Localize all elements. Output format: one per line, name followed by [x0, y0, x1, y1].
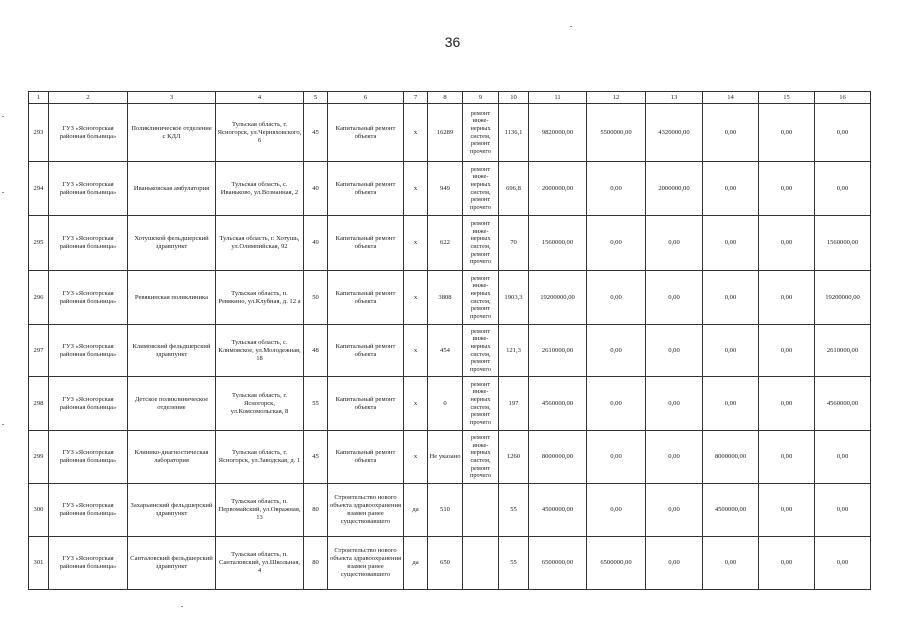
column-header: 8: [428, 92, 463, 104]
table-cell: 296: [29, 271, 49, 325]
table-cell: 1560000,00: [529, 216, 587, 271]
table-cell: Строительство нового объекта здравоохранения взамен ранее существовавшего: [328, 537, 404, 590]
table-cell: ремонт инже-нерных систем, ремонт прочего: [463, 271, 499, 325]
table-cell: 1560000,00: [815, 216, 871, 271]
table-cell: Капитальный ремонт объекта: [328, 104, 404, 162]
column-header: 1: [29, 92, 49, 104]
table-cell: 1903,3: [499, 271, 529, 325]
table-cell: 8000000,00: [703, 431, 759, 484]
table-cell: х: [404, 271, 428, 325]
table-cell: 0,00: [759, 216, 815, 271]
table-cell: 70: [499, 216, 529, 271]
table-cell: да: [404, 484, 428, 537]
table-cell: Тульская область, п. Первомайский, ул.Овражная, 13: [216, 484, 304, 537]
table-cell: 40: [304, 162, 328, 216]
table-row: [29, 162, 871, 216]
table-cell: 1136,1: [499, 104, 529, 162]
table-cell: 0,00: [759, 325, 815, 377]
table-cell: 2000000,00: [529, 162, 587, 216]
table-row: [29, 537, 871, 590]
table-cell: Тульская область, г. Ясногорск, ул.Черняховского, 6: [216, 104, 304, 162]
table-cell: Капитальный ремонт объекта: [328, 271, 404, 325]
table-cell: ГУЗ «Ясногорская районная больница»: [49, 325, 128, 377]
table-cell: 80: [304, 537, 328, 590]
table-cell: Тульская область, г. Ясногорск, ул.Заводская, д. 1: [216, 431, 304, 484]
table-cell: 80: [304, 484, 328, 537]
table-cell: 6500000,00: [587, 537, 646, 590]
table-cell: 55: [499, 537, 529, 590]
table-cell: Капитальный ремонт объекта: [328, 162, 404, 216]
table-cell: 696,8: [499, 162, 529, 216]
table-cell: 510: [428, 484, 463, 537]
table-row: [29, 325, 871, 377]
table-cell: 121,3: [499, 325, 529, 377]
table-cell: 0,00: [646, 325, 703, 377]
column-header: 6: [328, 92, 404, 104]
table-cell: Тульская область, с. Климовское, ул.Молодежная, 18: [216, 325, 304, 377]
table-cell: 650: [428, 537, 463, 590]
table-cell: 55: [499, 484, 529, 537]
table-cell: Тульская область, г. Ясногорск, ул.Комсомольская, 8: [216, 377, 304, 431]
table-cell: 0,00: [703, 377, 759, 431]
table-cell: 49: [304, 216, 328, 271]
table-cell: Тульская область, г. Хотушь, ул.Олимпийская, 92: [216, 216, 304, 271]
table-cell: Тульская область, с. Иваньково, ул.Вознанная, 2: [216, 162, 304, 216]
table-cell: 949: [428, 162, 463, 216]
table-cell: 50: [304, 271, 328, 325]
table-cell: 0,00: [646, 216, 703, 271]
table-cell: 0,00: [815, 104, 871, 162]
table-cell: Капитальный ремонт объекта: [328, 431, 404, 484]
table-cell: ремонт инже-нерных систем, ремонт прочего: [463, 104, 499, 162]
table-cell: 454: [428, 325, 463, 377]
table-cell: [463, 484, 499, 537]
table-cell: Ревякинская поликлиника: [128, 271, 216, 325]
table-cell: Санталовский фельдшерский здравпункт: [128, 537, 216, 590]
table-cell: 622: [428, 216, 463, 271]
table-cell: х: [404, 325, 428, 377]
table-cell: Детское поликлиническое отделение: [128, 377, 216, 431]
table-cell: 0,00: [759, 431, 815, 484]
table-cell: 4560000,00: [815, 377, 871, 431]
table-cell: 2610000,00: [529, 325, 587, 377]
table-cell: 0,00: [587, 162, 646, 216]
table-cell: 6500000,00: [529, 537, 587, 590]
column-header: 9: [463, 92, 499, 104]
scan-speck: [2, 192, 4, 193]
table-cell: 0,00: [815, 484, 871, 537]
table-cell: 0,00: [759, 104, 815, 162]
table-cell: 1260: [499, 431, 529, 484]
column-header: 10: [499, 92, 529, 104]
table-cell: Не указано: [428, 431, 463, 484]
column-header: 7: [404, 92, 428, 104]
table-row: [29, 431, 871, 484]
table-cell: 0,00: [587, 484, 646, 537]
column-header: 16: [815, 92, 871, 104]
table-cell: Капитальный ремонт объекта: [328, 377, 404, 431]
table-cell: 48: [304, 325, 328, 377]
column-header: 15: [759, 92, 815, 104]
table-cell: 19200000,00: [815, 271, 871, 325]
table-cell: 0,00: [587, 377, 646, 431]
table-cell: ГУЗ «Ясногорская районная больница»: [49, 162, 128, 216]
scan-speck: [570, 26, 572, 27]
column-header: 14: [703, 92, 759, 104]
table-row: [29, 216, 871, 271]
table-cell: 301: [29, 537, 49, 590]
table-cell: Хотушской фельдшерский здравпункт: [128, 216, 216, 271]
table-cell: Капитальный ремонт объекта: [328, 216, 404, 271]
column-header: 3: [128, 92, 216, 104]
scan-speck: [181, 606, 183, 607]
table-cell: ГУЗ «Ясногорская районная больница»: [49, 431, 128, 484]
table-cell: 0: [428, 377, 463, 431]
table-cell: 0,00: [703, 162, 759, 216]
table-row: [29, 377, 871, 431]
table-cell: 0,00: [759, 271, 815, 325]
table-cell: 9820000,00: [529, 104, 587, 162]
table-cell: [463, 537, 499, 590]
table-cell: 4560000,00: [529, 377, 587, 431]
table-cell: Иваньковская амбулатория: [128, 162, 216, 216]
table-cell: 4500000,00: [529, 484, 587, 537]
table-cell: 5500000,00: [587, 104, 646, 162]
table-cell: 0,00: [815, 537, 871, 590]
table-cell: ремонт инже-нерных систем, ремонт прочего: [463, 377, 499, 431]
table-cell: 0,00: [646, 271, 703, 325]
table-cell: х: [404, 162, 428, 216]
table-cell: ремонт инже-нерных систем, ремонт прочего: [463, 325, 499, 377]
table-cell: 0,00: [587, 216, 646, 271]
table-cell: 2000000,00: [646, 162, 703, 216]
table-cell: Климовский фельдшерский здравпункт: [128, 325, 216, 377]
table-cell: 294: [29, 162, 49, 216]
table-row: [29, 104, 871, 162]
table-cell: ГУЗ «Ясногорская районная больница»: [49, 104, 128, 162]
table-cell: 0,00: [815, 162, 871, 216]
column-header: 4: [216, 92, 304, 104]
column-header: 13: [646, 92, 703, 104]
table-cell: 0,00: [759, 377, 815, 431]
table-cell: ГУЗ «Ясногорская районная больница»: [49, 271, 128, 325]
table-cell: 298: [29, 377, 49, 431]
table-cell: 0,00: [646, 484, 703, 537]
table-cell: ГУЗ «Ясногорская районная больница»: [49, 377, 128, 431]
table-cell: 16289: [428, 104, 463, 162]
data-table: [28, 91, 871, 590]
table-cell: ремонт инже-нерных систем, ремонт прочего: [463, 431, 499, 484]
table-cell: ремонт инже-нерных систем, ремонт прочего: [463, 162, 499, 216]
table-cell: Захарьинский фельдшерский здравпункт: [128, 484, 216, 537]
table-cell: Поликлиническое отделение с КДЛ: [128, 104, 216, 162]
table-cell: 0,00: [815, 431, 871, 484]
table-cell: 0,00: [587, 325, 646, 377]
table-cell: Строительство нового объекта здравоохранения взамен ранее существовавшего: [328, 484, 404, 537]
table-cell: 8000000,00: [529, 431, 587, 484]
table-cell: 0,00: [703, 104, 759, 162]
table-cell: 0,00: [587, 431, 646, 484]
table-row: [29, 271, 871, 325]
table-cell: 295: [29, 216, 49, 271]
table-cell: Капитальный ремонт объекта: [328, 325, 404, 377]
table-cell: 197: [499, 377, 529, 431]
scan-speck: [2, 116, 4, 117]
table-cell: 293: [29, 104, 49, 162]
table-cell: 55: [304, 377, 328, 431]
column-header: 2: [49, 92, 128, 104]
table-cell: 0,00: [646, 377, 703, 431]
table-cell: 299: [29, 431, 49, 484]
table-cell: 0,00: [646, 431, 703, 484]
table-cell: ГУЗ «Ясногорская районная больница»: [49, 484, 128, 537]
table-cell: ГУЗ «Ясногорская районная больница»: [49, 216, 128, 271]
table-cell: 3808: [428, 271, 463, 325]
table-cell: 2610000,00: [815, 325, 871, 377]
table-cell: 300: [29, 484, 49, 537]
table-cell: х: [404, 216, 428, 271]
column-header: 5: [304, 92, 328, 104]
table-cell: 0,00: [703, 216, 759, 271]
table-cell: 0,00: [646, 537, 703, 590]
table-cell: 19200000,00: [529, 271, 587, 325]
table-cell: х: [404, 104, 428, 162]
table-cell: Тульская область, п. Санталовский, ул.Школьная, 4: [216, 537, 304, 590]
table-cell: Тульская область, п. Ревякино, ул.Клубная, д. 12 а: [216, 271, 304, 325]
table-cell: ГУЗ «Ясногорская районная больница»: [49, 537, 128, 590]
table-cell: х: [404, 377, 428, 431]
table-cell: 297: [29, 325, 49, 377]
table-cell: 4320000,00: [646, 104, 703, 162]
table-cell: 4500000,00: [703, 484, 759, 537]
table-cell: 45: [304, 431, 328, 484]
table-cell: 0,00: [703, 325, 759, 377]
table-cell: Клинико-диагностическая лаборатория: [128, 431, 216, 484]
table-cell: 0,00: [703, 537, 759, 590]
table-cell: х: [404, 431, 428, 484]
scan-speck: [2, 424, 4, 425]
table-cell: ремонт инже-нерных систем, ремонт прочего: [463, 216, 499, 271]
table-cell: 45: [304, 104, 328, 162]
table-header-row: [29, 92, 871, 104]
table-cell: 0,00: [759, 162, 815, 216]
column-header: 11: [529, 92, 587, 104]
page-number: 36: [444, 34, 461, 50]
table-row: [29, 484, 871, 537]
table-cell: 0,00: [759, 484, 815, 537]
table-cell: 0,00: [759, 537, 815, 590]
table-cell: 0,00: [587, 271, 646, 325]
table-cell: да: [404, 537, 428, 590]
column-header: 12: [587, 92, 646, 104]
table-cell: 0,00: [703, 271, 759, 325]
